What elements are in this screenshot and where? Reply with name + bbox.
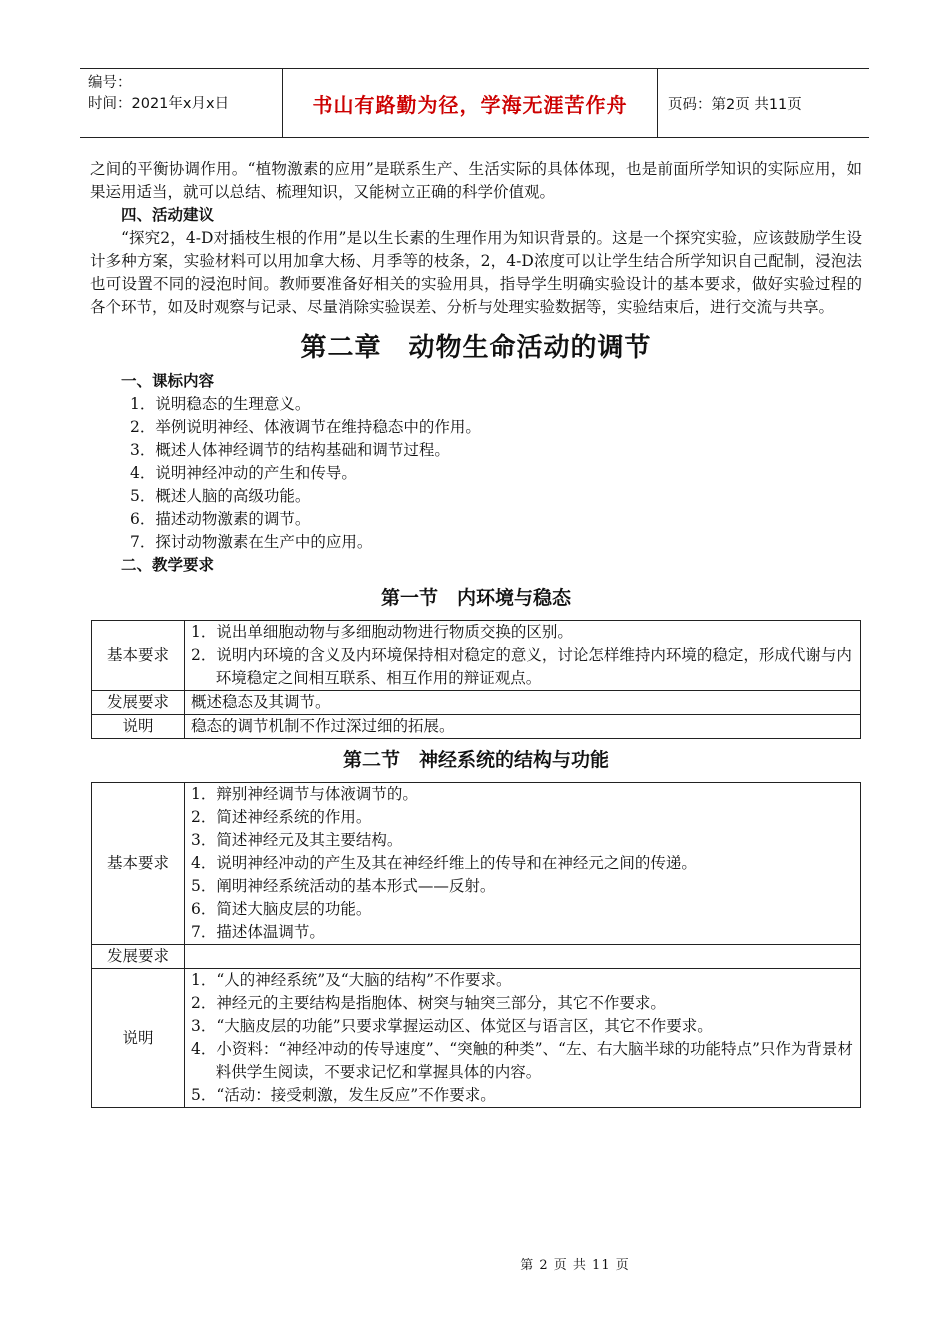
note-cell: 稳态的调节机制不作过深过细的拓展。 [185,715,861,739]
list-item: 6．简述大脑皮层的功能。 [191,900,372,918]
basic-cell [185,621,861,691]
chapter-title: 第二章 动物生命活动的调节 [300,333,652,363]
list-item: 1．说出单细胞动物与多细胞动物进行物质交换的区别。 [191,623,573,641]
header-meta [80,69,283,137]
table-row [92,691,861,715]
list-item: 3．概述人体神经调节的结构基础和调节过程。 [130,441,450,459]
time-label: 时间：2021年x月x日 [88,96,230,112]
list-item: 4．小资料：“神经冲动的传导速度”、“突触的种类”、“左、右大脑半球的功能特点”只作为背景材料供学生阅读，不要求记忆和掌握具体的内容。 [191,1040,853,1081]
heading-teaching-requirements: 二、教学要求 [121,556,215,574]
header-page-info: 页码：第2页 共11页 [668,96,802,113]
activity-paragraph: “探究2，4-D对插枝生根的作用”是以生长素的生理作用为知识背景的。这是一个探究实验，应该鼓励学生设计多种方案，实验材料可以用加拿大杨、月季等的枝条，2，4-D浓度可以让学生结合所学知识自己配制，浸泡法也可设置不同的浸泡时间。教师要准备好相关的实验用具，指导学生明确实验设计的基本要求，做好实验过程的各个环节，如及时观察与记录、尽量消除实验误差、分析与处理实验数据等，实验结束后，进行交流与共享。 [90,229,862,316]
table-row [92,783,861,945]
note-label: 说明 [92,715,185,739]
table-row [92,945,861,969]
list-item: 4．说明神经冲动的产生及其在神经纤维上的传导和在神经元之间的传递。 [191,854,697,872]
list-item: 2．说明内环境的含义及内环境保持相对稳定的意义，讨论怎样维持内环境的稳定，形成代谢与内环境稳定之间相互联系、相互作用的辩证观点。 [191,646,852,687]
list-item: 5．概述人脑的高级功能。 [130,487,311,505]
list-item: 1．辩别神经调节与体液调节的。 [191,785,418,803]
page-header [80,68,869,138]
list-item: 4．说明神经冲动的产生和传导。 [130,464,357,482]
section2-title: 第二节 神经系统的结构与功能 [342,749,609,771]
list-item: 1．“人的神经系统”及“大脑的结构”不作要求。 [191,971,512,989]
list-item: 7．探讨动物激素在生产中的应用。 [130,533,373,551]
table-row [92,621,861,691]
table-row [92,969,861,1108]
heading-activity-suggestion: 四、活动建议 [121,206,215,224]
basic-label: 基本要求 [92,621,185,691]
list-item: 5．“活动：接受刺激，发生反应”不作要求。 [191,1086,496,1104]
number-label: 编号： [88,75,132,91]
heading-curriculum: 一、课标内容 [121,372,215,390]
document-body [90,158,862,1108]
list-item: 1．说明稳态的生理意义。 [130,395,311,413]
section1-table [91,620,861,739]
list-item: 5．阐明神经系统活动的基本形式——反射。 [191,877,496,895]
basic-label: 基本要求 [92,783,185,945]
section1-title: 第一节 内环境与稳态 [380,587,571,609]
page-footer [0,1254,950,1273]
note-cell [185,969,861,1108]
intro-paragraph: 之间的平衡协调作用。“植物激素的应用”是联系生产、生活实际的具体体现，也是前面所学知识的实际应用，如果运用适当，就可以总结、梳理知识，又能树立正确的科学价值观。 [90,160,862,201]
header-motto: 书山有路勤为径，学海无涯苦作舟 [283,69,658,137]
dev-label: 发展要求 [92,945,185,969]
dev-cell: 概述稳态及其调节。 [185,691,861,715]
dev-cell [185,945,861,969]
curriculum-list [90,393,862,554]
list-item: 2．举例说明神经、体液调节在维持稳态中的作用。 [130,418,481,436]
dev-label: 发展要求 [92,691,185,715]
footer-page-number: 第 2 页 共 11 页 [520,1258,630,1273]
list-item: 3．“大脑皮层的功能”只要求掌握运动区、体觉区与语言区，其它不作要求。 [191,1017,713,1035]
table-row [92,715,861,739]
list-item: 7．描述体温调节。 [191,923,325,941]
list-item: 3．简述神经元及其主要结构。 [191,831,403,849]
section2-table [91,782,861,1108]
list-item: 2．神经元的主要结构是指胞体、树突与轴突三部分，其它不作要求。 [191,994,666,1012]
basic-cell [185,783,861,945]
note-label: 说明 [92,969,185,1108]
list-item: 6．描述动物激素的调节。 [130,510,311,528]
list-item: 2．简述神经系统的作用。 [191,808,372,826]
